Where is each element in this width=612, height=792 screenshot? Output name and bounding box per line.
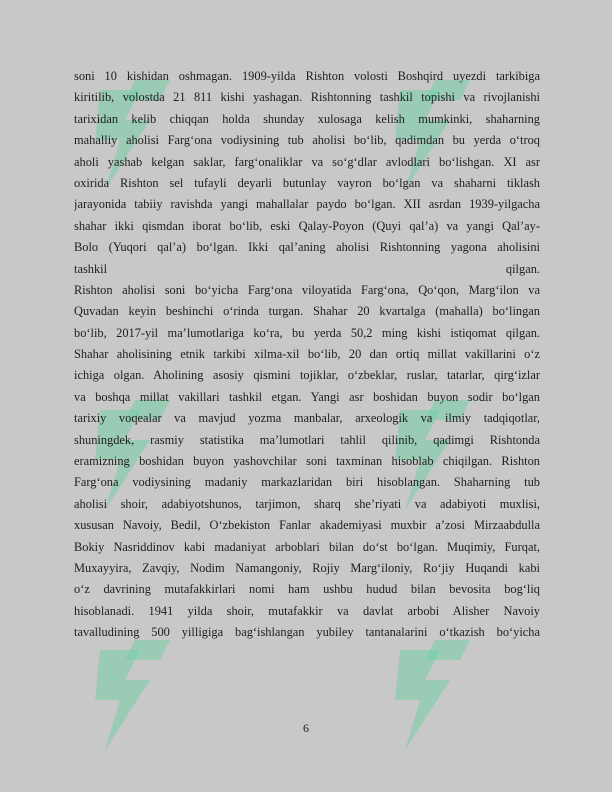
text-line: hisoblanadi. 1941 yilda shoir, mutafakkir va davlat arbobi Alisher Navoiy <box>74 603 540 618</box>
text-line: Bokiy Nasriddinov kabi madaniyat arboblari bilan do‘st bo‘lgan. Muqimiy, Furqat, <box>74 539 540 554</box>
text-line: Shahar aholisining etnik tarkibi xilma-xil bo‘lib, 20 dan ortiq millat vakillarini o‘z <box>74 347 540 362</box>
text-line: shahar ikki qismdan iborat bo‘lib, eski Qalay-Poyon (Quyi qal’a) va yangi Qal’ay- <box>74 218 540 233</box>
text-line: va boshqa millat vakillari tashkil etgan. Yangi asr boshidan buyon sodir bo‘lgan <box>74 389 540 404</box>
text-line: tashkil qilgan. <box>74 261 540 276</box>
text-line: tavalludining 500 yilligiga bag‘ishlangan yubiley tantanalarini o‘tkazish bo‘yicha <box>74 625 540 640</box>
watermark-logo-icon <box>380 640 470 790</box>
page-number: 6 <box>303 721 309 735</box>
text-line: Rishton aholisi soni bo‘yicha Farg‘ona viloyatida Farg‘ona, Qo‘qon, Marg‘ilon va <box>74 282 540 297</box>
text-line: ichiga olgan. Aholining asosiy qismini tojiklar, o‘zbeklar, ruslar, tatarlar, qirg‘izlar <box>74 368 540 383</box>
text-line: xususan Navoiy, Bedil, O‘zbekiston Fanlar akademiyasi muxbir a’zosi Mirzaabdulla <box>74 518 540 533</box>
text-line: tarixidan kelib chiqqan holda shunday xulosaga kelish mumkinki, shaharning <box>74 111 540 126</box>
text-line: Quvadan keyin beshinchi o‘rinda turgan. Shahar 20 kvartalga (mahalla) bo‘lingan <box>74 304 540 319</box>
text-line: bo‘lib, 2017-yil ma’lumotlariga ko‘ra, bu yerda 50,2 ming kishi istiqomat qilgan. <box>74 325 540 340</box>
text-line: tarixiy voqealar va mavjud yozma manbalar, arxeologik va ilmiy tadqiqotlar, <box>74 411 540 426</box>
text-line: mahalliy aholisi Farg‘ona vodiysining tub aholisi bo‘lib, qadimdan bu yerda o‘troq <box>74 133 540 148</box>
watermark-logo-icon <box>80 640 170 790</box>
text-line: aholi yashab kelgan saklar, farg‘onaliklar va so‘g‘dlar avlodlari bo‘lishgan. XI asr <box>74 154 540 169</box>
text-line: o‘z davrining mutafakkirlari nomi ham ushbu hudud bilan bevosita bog‘liq <box>74 582 540 597</box>
text-line: kiritilib, volostda 21 811 kishi yashagan. Rishtonning tashkil topishi va rivojlanishi <box>74 90 540 105</box>
text-line: oxirida Rishton sel tufayli deyarli butunlay vayron bo‘lgan va shaharni tiklash <box>74 175 540 190</box>
text-line: eramizning boshidan buyon yashovchilar soni taxminan hisoblab chiqilgan. Rishton <box>74 454 540 469</box>
text-line: jarayonida tabiiy ravishda yangi mahallalar paydo bo‘lgan. XII asrdan 1939-yilgacha <box>74 197 540 212</box>
text-line: shuningdek, rasmiy statistika ma’lumotlari tahlil qilinib, qadimgi Rishtonda <box>74 432 540 447</box>
body-text <box>74 66 540 644</box>
text-line: Bolo (Yuqori qal’a) bo‘lgan. Ikki qal’aning aholisi Rishtonning yagona aholisini <box>74 240 540 255</box>
text-line: Farg‘ona vodiysining madaniy markazlaridan biri hisoblangan. Shaharning tub <box>74 475 540 490</box>
text-line: Muxayyira, Zavqiy, Nodim Namangoniy, Rojiy Marg‘iloniy, Ro‘jiy Huqandi kabi <box>74 560 540 575</box>
text-line: soni 10 kishidan oshmagan. 1909-yilda Rishton volosti Boshqird uyezdi tarkibiga <box>74 69 540 83</box>
text-line: aholisi shoir, adabiyotshunos, tarjimon, sharq she’riyati va adabiyoti muxlisi, <box>74 496 540 511</box>
